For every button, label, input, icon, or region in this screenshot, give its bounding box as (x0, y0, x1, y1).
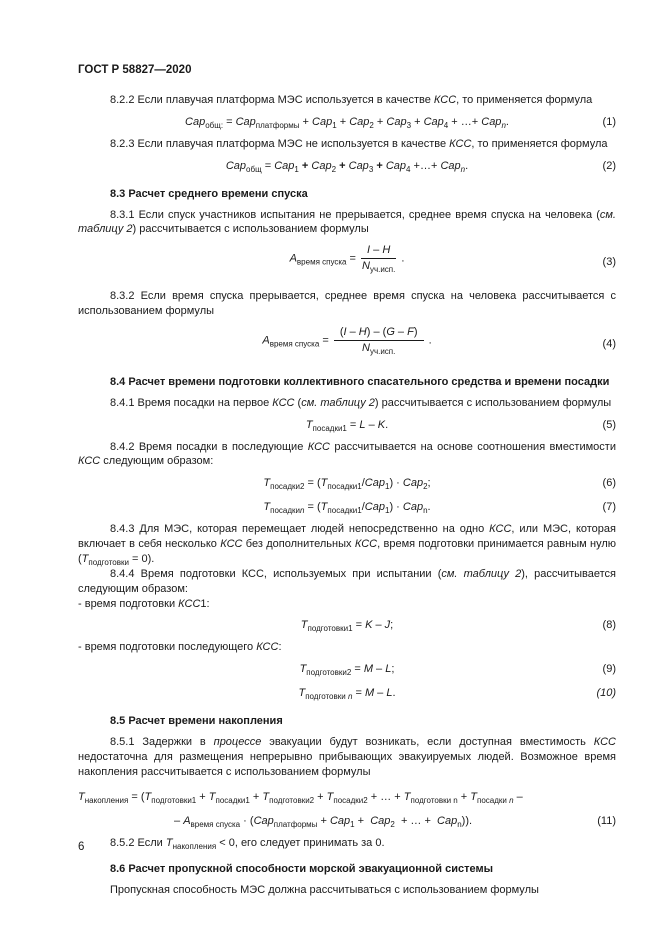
equation-number: (1) (602, 115, 616, 128)
equation-number: (2) (602, 159, 616, 172)
formula-3: $A_{время спуска}$ = $\frac{I - H}{N_{уч.исп.}}$ . (3) (289, 244, 616, 275)
equation-number: (9) (602, 663, 616, 676)
paragraph-8-4-2: 8.4.2 Время посадки в последующие КСС рассчитывается на основе соотношения вместимости КСС следующим образом: (78, 440, 616, 468)
equation-number: (11) (597, 814, 616, 827)
formula-4: $A_{время спуска}$ = $\frac{(I - H) - (G - F)}{N_{уч.исп.}}$ . (4) (262, 325, 616, 356)
formula-11-line-2: – $A_{время спуска} \cdot (Cap_{платформы} + Cap_1 + Cap_2$ + … + Cap$_n$)). (11) (78, 812, 616, 830)
formula-2: Cap$_{общ}$ = Cap$_1$ + Cap$_2$ + Cap$_3$ + Cap$_4$ +…+ Cap$_n$. (2) (78, 157, 616, 175)
bullet-prep-first: - время подготовки КСС1: (78, 597, 210, 610)
formula-5: $T_{посадки1} = L - K$. (5) (78, 416, 616, 434)
bullet-prep-next: - время подготовки последующего КСС: (78, 641, 282, 654)
formula-7: $T_{посадкиn} = (T_{посадки1}/Cap_1) \cdot Cap_n$. (7) (78, 498, 616, 516)
paragraph-8-2-2: 8.2.2 Если плавучая платформа МЭС используется в качестве КСС, то применяется формула (110, 94, 593, 106)
paragraph-8-6: Пропускная способность МЭС должна рассчитываться с использованием формулы (110, 884, 539, 897)
formula-8: $T_{подготовки1} = K - J$; (8) (78, 616, 616, 634)
document-header: ГОСТ Р 58827—2020 (78, 64, 192, 76)
equation-number: (7) (602, 501, 616, 514)
equation-number: (10) (596, 687, 616, 700)
equation-number: (6) (602, 477, 616, 490)
formula-10: $T_{подготовки n} = M - L$. (10) (78, 684, 616, 702)
page-number: 6 (78, 841, 85, 853)
paragraph-8-5-2: 8.5.2 Если $T_{накопления} < 0$, его следует принимать за 0. (110, 836, 385, 851)
paragraph-8-4-1: 8.4.1 Время посадки на первое КСС (см. таблицу 2) рассчитывается с использованием формулы (110, 396, 612, 409)
section-heading-8-3: 8.3 Расчет среднего времени спуска (110, 187, 308, 200)
section-heading-8-4: 8.4 Расчет времени подготовки коллективного спасательного средства и времени посадки (110, 375, 610, 388)
equation-number: (4) (602, 337, 616, 350)
paragraph-8-3-2: 8.3.2 Если время спуска прерывается, среднее время спуска на человека рассчитывается с использованием формулы (78, 290, 616, 318)
section-heading-8-5: 8.5 Расчет времени накопления (110, 715, 283, 728)
paragraph-8-4-3: 8.4.3 Для МЭС, которая перемещает людей непосредственно на одно КСС, или МЭС, которая включает в себя несколько КСС без дополнительных КСС, время подготовки принимается равным нулю $(T_{подготовки} = 0)$. (78, 523, 616, 567)
document-body (78, 93, 616, 898)
formula-6: $T_{посадки2} = (T_{посадки1}/Cap_1) \cdot Cap_2$; (6) (78, 474, 616, 492)
paragraph-8-2-3: 8.2.3 Если плавучая платформа МЭС не используется в качестве КСС, то применяется формула (110, 137, 608, 150)
equation-number: (3) (602, 256, 616, 269)
formula-1: Cap$_{общ:}$ = Cap$_{платформы}$ + Cap$_1$ + Cap$_2$ + Cap$_3$ + Cap$_4$ + …+ Cap$_n$. (1) (78, 113, 616, 131)
paragraph-8-3-1: 8.3.1 Если спуск участников испытания не прерывается, среднее время спуска на человека (см. таблицу 2) рассчитывается с использованием формулы (78, 208, 616, 236)
formula-11-line-1: $T_{накопления} = (T_{подготовки1} + T_{посадки1} + T_{подготовки2} + T_{посадки2}$ + … + $T_{подготовки n} + T_{посадки n}$ – (78, 790, 523, 805)
equation-number: (5) (602, 418, 616, 431)
equation-number: (8) (602, 619, 616, 632)
paragraph-8-4-4: 8.4.4 Время подготовки КСС, используемых при испытании (см. таблицу 2), рассчитывается следующим образом: (78, 567, 616, 595)
formula-9: $T_{подготовки2} = M - L$; (9) (78, 660, 616, 678)
paragraph-8-5-1: 8.5.1 Задержки в процессе эвакуации будут возникать, если доступная вместимость КСС недостаточна для размещения непрерывно прибывающих эвакуируемых людей. Возможное время накопления рассчитывается с использованием формулы (78, 736, 616, 778)
section-heading-8-6: 8.6 Расчет пропускной способности морской эвакуационной системы (110, 863, 493, 876)
